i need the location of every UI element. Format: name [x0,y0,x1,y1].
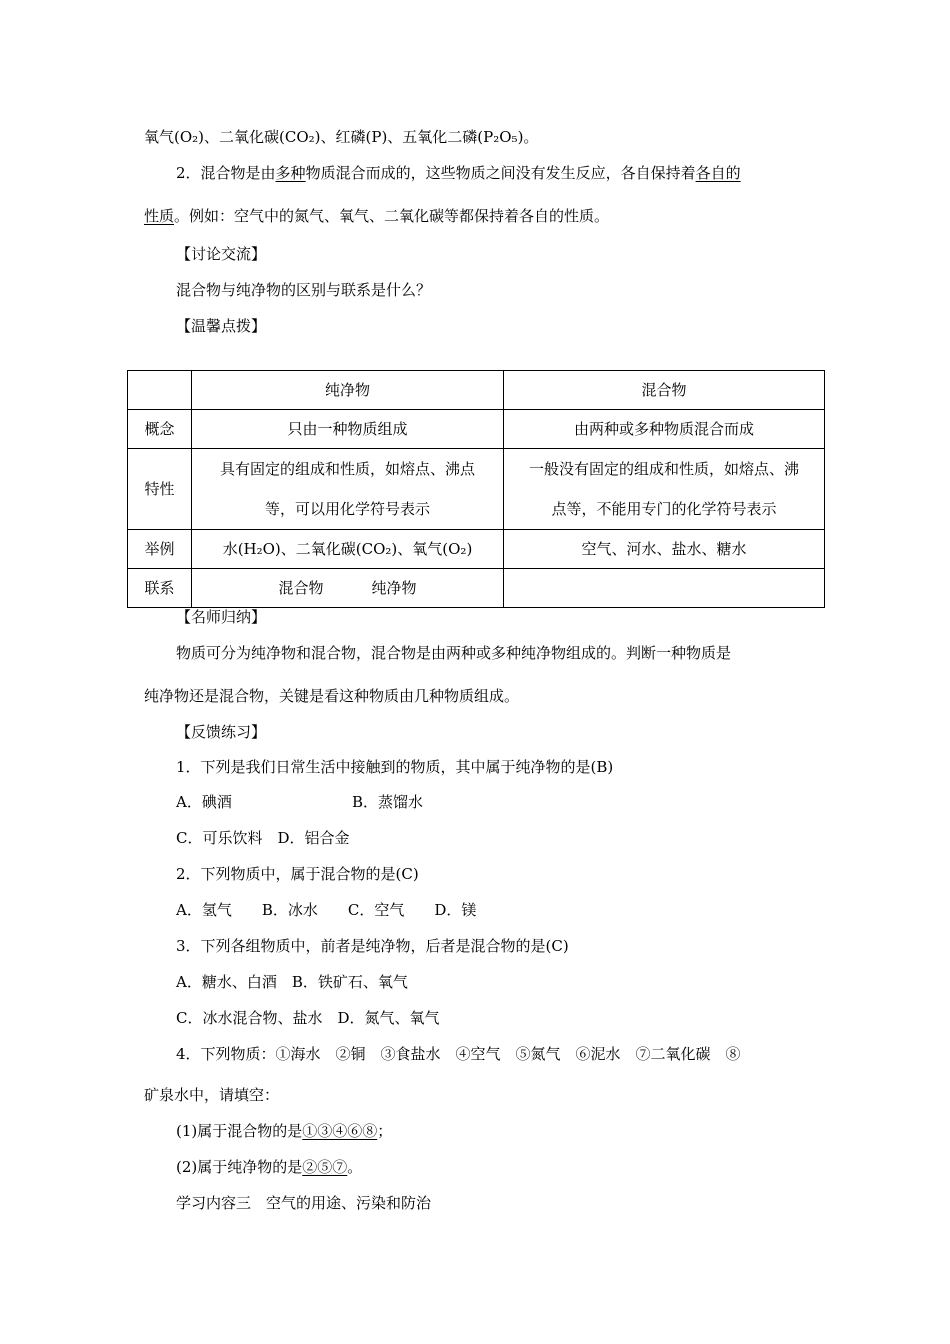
question-4-line-2: 矿泉水中，请填空： [144,1086,280,1104]
comparison-table [127,370,825,608]
question-3-options-cd: C．冰水混合物、盐水 D．氮气、氧气 [176,1009,440,1027]
table-header-row [128,371,825,410]
question-2: 2．下列物质中，属于混合物的是(C) [176,865,419,883]
underline-answer: ①③④⑥⑧ [302,1122,378,1140]
table-header-pure: 纯净物 [192,371,504,410]
row-label: 特性 [128,449,192,530]
underline-answer: 各自的 [695,164,741,182]
table-row [128,569,825,608]
mix-cell: 空气、河水、盐水、糖水 [504,530,825,569]
question-4-sub-1: (1)属于混合物的是①③④⑥⑧； [176,1122,393,1140]
tips-heading: 【温馨点拨】 [176,317,267,335]
practice-heading: 【反馈练习】 [176,723,267,741]
question-3: 3．下列各组物质中，前者是纯净物，后者是混合物的是(C) [176,937,569,955]
table-row [128,449,825,530]
next-section-title: 学习内容三 空气的用途、污染和防治 [176,1194,432,1212]
question-1-option-a: A．碘酒 [176,793,232,811]
table-header-empty [128,371,192,410]
mix-cell: 由两种或多种物质混合而成 [504,410,825,449]
question-2-options: A．氢气 B．冰水 C．空气 D．镁 [176,901,477,919]
question-1-option-b: B．蒸馏水 [352,793,424,811]
question-1-options-cd: C．可乐饮料 D．铝合金 [176,829,350,847]
underline-answer: ②⑤⑦ [302,1158,348,1176]
row-label: 联系 [128,569,192,608]
discussion-question: 混合物与纯净物的区别与联系是什么？ [176,281,432,299]
pure-cell: 只由一种物质组成 [192,410,504,449]
pure-cell: 具有固定的组成和性质，如熔点、沸点 等，可以用化学符号表示 [192,449,504,530]
underline-answer: 性质 [144,207,175,225]
table-row [128,410,825,449]
pure-cell: 水(H₂O)、二氧化碳(CO₂)、氧气(O₂) [192,530,504,569]
mix-cell: 一般没有固定的组成和性质，如熔点、沸 点等，不能用专门的化学符号表示 [504,449,825,530]
question-4-line-1: 4．下列物质：①海水 ②铜 ③食盐水 ④空气 ⑤氮气 ⑥泥水 ⑦二氧化碳 ⑧ [176,1045,741,1063]
mix-cell [504,569,825,608]
question-3-options-ab: A．糖水、白酒 B．铁矿石、氧气 [176,973,408,991]
table-header-mix: 混合物 [504,371,825,410]
summary-line-1: 物质可分为纯净物和混合物，混合物是由两种或多种纯净物组成的。判断一种物质是 [176,644,732,662]
table-row [128,530,825,569]
row-label: 概念 [128,410,192,449]
discussion-heading: 【讨论交流】 [176,245,267,263]
question-4-sub-2: (2)属于纯净物的是②⑤⑦。 [176,1158,363,1176]
pure-cell: 混合物 纯净物 [192,569,504,608]
row-label: 举例 [128,530,192,569]
summary-line-2: 纯净物还是混合物，关键是看这种物质由几种物质组成。 [144,687,520,705]
intro-line: 氧气(O₂)、二氧化碳(CO₂)、红磷(P)、五氧化二磷(P₂O₅)。 [144,128,539,146]
question-1: 1．下列是我们日常生活中接触到的物质，其中属于纯净物的是(B) [176,758,614,776]
summary-heading: 【名师归纳】 [176,608,267,626]
point-2-line-2: 性质。例如：空气中的氮气、氧气、二氧化碳等都保持着各自的性质。 [144,207,610,225]
point-2-line-1: 2．混合物是由多种物质混合而成的，这些物质之间没有发生反应，各自保持着各自的 [176,164,741,182]
underline-answer: 多种 [275,164,306,182]
